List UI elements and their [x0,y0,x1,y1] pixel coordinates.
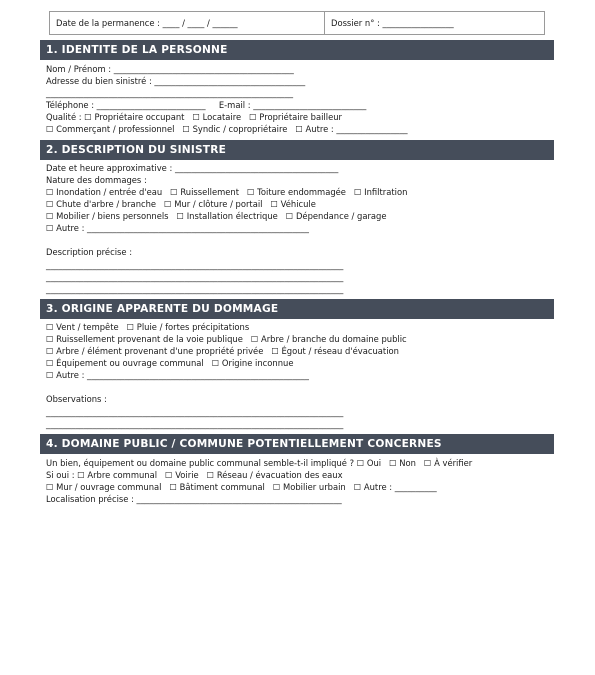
origine-checkboxes-1[interactable]: ☐ Vent / tempête ☐ Pluie / fortes précipitations [46,322,250,332]
si-oui-checkboxes-2[interactable]: ☐ Mur / ouvrage communal ☐ Bâtiment communal ☐ Mobilier urbain ☐ Autre : __________ [46,482,437,492]
origine-checkboxes-4[interactable]: ☐ Équipement ou ouvrage communal ☐ Origine inconnue [46,358,294,368]
observations-line[interactable]: _______________________________________________________________________ [46,419,344,429]
section-domaine-public-title: 4. DOMAINE PUBLIC / COMMUNE POTENTIELLEMENT CONCERNES [40,434,554,454]
dommages-checkboxes-3[interactable]: ☐ Mobilier / biens personnels ☐ Installation électrique ☐ Dépendance / garage [46,211,387,221]
observations-label: Observations : [46,394,107,404]
description-line[interactable]: _______________________________________________________________________ [46,272,344,282]
dommages-autre-field[interactable]: ☐ Autre : _____________________________________________________ [46,223,309,233]
section-sinistre-title: 2. DESCRIPTION DU SINISTRE [40,140,554,160]
section-origine-title: 3. ORIGINE APPARENTE DU DOMMAGE [40,299,554,319]
bien-public-question[interactable]: Un bien, équipement ou domaine public communal semble-t-il impliqué ? ☐ Oui ☐ Non ☐ À vérifier [46,458,473,468]
qualite-checkboxes-2[interactable]: ☐ Commerçant / professionnel ☐ Syndic / copropriétaire ☐ Autre : _________________ [46,124,408,134]
date-permanence-field[interactable]: Date de la permanence : ____ / ____ / ______ [50,12,325,34]
adresse-field-line2[interactable]: ___________________________________________________________ [46,88,294,98]
qualite-checkboxes[interactable]: Qualité : ☐ Propriétaire occupant ☐ Locataire ☐ Propriétaire bailleur [46,112,342,122]
dommages-checkboxes-2[interactable]: ☐ Chute d'arbre / branche ☐ Mur / clôture / portail ☐ Véhicule [46,199,316,209]
description-line[interactable]: _______________________________________________________________________ [46,260,344,270]
si-oui-checkboxes[interactable]: Si oui : ☐ Arbre communal ☐ Voirie ☐ Réseau / évacuation des eaux [46,470,343,480]
nom-prenom-field[interactable]: Nom / Prénom : ___________________________________________ [46,64,294,74]
date-heure-field[interactable]: Date et heure approximative : _______________________________________ [46,163,339,173]
origine-checkboxes-3[interactable]: ☐ Arbre / élément provenant d'une propriété privée ☐ Égout / réseau d'évacuation [46,346,399,356]
description-label: Description précise : [46,247,133,257]
dossier-number-field[interactable]: Dossier n° : _________________ [331,18,454,28]
description-line[interactable]: _______________________________________________________________________ [46,284,344,294]
localisation-field[interactable]: Localisation précise : _________________________________________________ [46,494,342,504]
header-box [49,11,545,35]
section-identite-title: 1. IDENTITE DE LA PERSONNE [40,40,554,60]
origine-autre-field[interactable]: ☐ Autre : _____________________________________________________ [46,370,309,380]
telephone-email-field[interactable]: Téléphone : __________________________ E-mail : ___________________________ [46,100,367,110]
observations-line[interactable]: _______________________________________________________________________ [46,407,344,417]
dommages-checkboxes-1[interactable]: ☐ Inondation / entrée d'eau ☐ Ruissellement ☐ Toiture endommagée ☐ Infiltration [46,187,408,197]
nature-dommages-label: Nature des dommages : [46,175,147,185]
origine-checkboxes-2[interactable]: ☐ Ruissellement provenant de la voie publique ☐ Arbre / branche du domaine public [46,334,407,344]
adresse-field[interactable]: Adresse du bien sinistré : ____________________________________ [46,76,306,86]
